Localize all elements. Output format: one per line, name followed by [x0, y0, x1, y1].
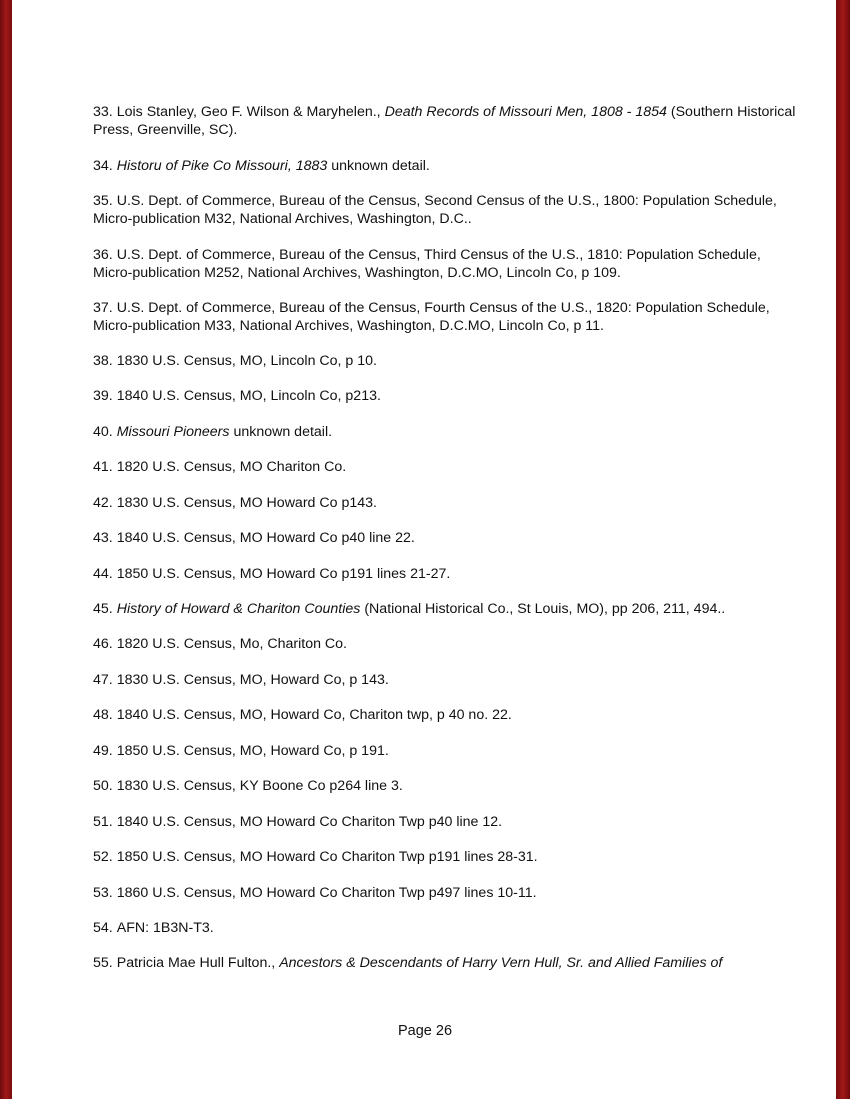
- reference-title: Ancestors & Descendants of Harry Vern Hull, Sr. and Allied Families of: [279, 955, 723, 971]
- reference-number: 52.: [93, 849, 113, 865]
- reference-number: 35.: [93, 193, 113, 209]
- reference-text: 1840 U.S. Census, MO Howard Co Chariton Twp p40 line 12.: [116, 814, 503, 830]
- reference-text: 1850 U.S. Census, MO Howard Co p191 lines 21-27.: [116, 566, 451, 582]
- reference-text: 1840 U.S. Census, MO, Lincoln Co, p213.: [116, 388, 381, 404]
- reference-53: [93, 885, 798, 903]
- reference-text: 1860 U.S. Census, MO Howard Co Chariton Twp p497 lines 10-11.: [116, 885, 537, 901]
- reference-text-after: unknown detail.: [229, 424, 333, 440]
- reference-text: 1830 U.S. Census, MO, Lincoln Co, p 10.: [116, 353, 377, 369]
- reference-title: Historu of Pike Co Missouri, 1883: [116, 158, 328, 174]
- reference-number: 39.: [93, 388, 113, 404]
- reference-36: [93, 247, 798, 282]
- reference-text: 1830 U.S. Census, KY Boone Co p264 line 3.: [116, 778, 403, 794]
- reference-45: [93, 601, 798, 619]
- reference-number: 48.: [93, 707, 113, 723]
- reference-text: U.S. Dept. of Commerce, Bureau of the Census, Third Census of the U.S., 1810: Population Schedule, Micro-publication M252, National Archives, Washington, D.C.MO, Lincoln Co, p 109.: [93, 247, 761, 281]
- reference-text: 1830 U.S. Census, MO Howard Co p143.: [116, 495, 377, 511]
- reference-text: 1820 U.S. Census, MO Chariton Co.: [116, 459, 347, 475]
- reference-number: 34.: [93, 158, 113, 174]
- reference-title: History of Howard & Chariton Counties: [116, 601, 361, 617]
- left-border: [0, 0, 12, 1099]
- reference-40: [93, 424, 798, 442]
- reference-text: 1850 U.S. Census, MO Howard Co Chariton Twp p191 lines 28-31.: [116, 849, 538, 865]
- reference-number: 50.: [93, 778, 113, 794]
- reference-title: Missouri Pioneers: [116, 424, 230, 440]
- reference-42: [93, 495, 798, 513]
- reference-number: 41.: [93, 459, 113, 475]
- reference-50: [93, 778, 798, 796]
- reference-55: [93, 955, 798, 973]
- reference-41: [93, 459, 798, 477]
- page-number: Page 26: [397, 1023, 453, 1039]
- reference-43: [93, 530, 798, 548]
- reference-52: [93, 849, 798, 867]
- reference-49: [93, 743, 798, 761]
- reference-number: 43.: [93, 530, 113, 546]
- reference-text: 1820 U.S. Census, Mo, Chariton Co.: [116, 636, 347, 652]
- reference-number: 45.: [93, 601, 113, 617]
- reference-46: [93, 636, 798, 654]
- reference-number: 46.: [93, 636, 113, 652]
- reference-number: 42.: [93, 495, 113, 511]
- reference-number: 54.: [93, 920, 113, 936]
- reference-text: 1830 U.S. Census, MO, Howard Co, p 143.: [116, 672, 389, 688]
- reference-text-after: unknown detail.: [327, 158, 430, 174]
- reference-34: [93, 158, 798, 176]
- reference-number: 51.: [93, 814, 113, 830]
- reference-number: 38.: [93, 353, 113, 369]
- reference-title: Death Records of Missouri Men, 1808 - 1854: [384, 104, 667, 120]
- reference-text-after: (National Historical Co., St Louis, MO), pp 206, 211, 494..: [360, 601, 726, 617]
- reference-text: 1840 U.S. Census, MO, Howard Co, Chariton twp, p 40 no. 22.: [116, 707, 512, 723]
- reference-47: [93, 672, 798, 690]
- reference-text: U.S. Dept. of Commerce, Bureau of the Census, Second Census of the U.S., 1800: Population Schedule, Micro-publication M32, National Archives, Washington, D.C..: [93, 193, 777, 227]
- reference-number: 36.: [93, 247, 113, 263]
- reference-number: 33.: [93, 104, 113, 120]
- reference-44: [93, 566, 798, 584]
- right-border: [836, 0, 850, 1099]
- reference-number: 40.: [93, 424, 113, 440]
- reference-text: AFN: 1B3N-T3.: [116, 920, 214, 936]
- reference-37: [93, 300, 798, 335]
- reference-48: [93, 707, 798, 725]
- reference-54: [93, 920, 798, 938]
- reference-number: 44.: [93, 566, 113, 582]
- reference-number: 55.: [93, 955, 113, 971]
- reference-text: 1850 U.S. Census, MO, Howard Co, p 191.: [116, 743, 389, 759]
- reference-number: 49.: [93, 743, 113, 759]
- reference-51: [93, 814, 798, 832]
- reference-text: Lois Stanley, Geo F. Wilson & Maryhelen.,: [116, 104, 381, 120]
- reference-text-after: (Southern Historical Press, Greenville, SC).: [93, 104, 796, 138]
- reference-38: [93, 353, 798, 371]
- reference-number: 53.: [93, 885, 113, 901]
- reference-number: 37.: [93, 300, 113, 316]
- reference-text: 1840 U.S. Census, MO Howard Co p40 line 22.: [116, 530, 415, 546]
- reference-text: Patricia Mae Hull Fulton.,: [116, 955, 276, 971]
- reference-number: 47.: [93, 672, 113, 688]
- reference-39: [93, 388, 798, 406]
- reference-35: [93, 193, 798, 228]
- reference-text: U.S. Dept. of Commerce, Bureau of the Census, Fourth Census of the U.S., 1820: Population Schedule, Micro-publication M33, National Archives, Washington, D.C.MO, Lincoln Co, p 11.: [93, 300, 770, 334]
- reference-33: [93, 104, 798, 139]
